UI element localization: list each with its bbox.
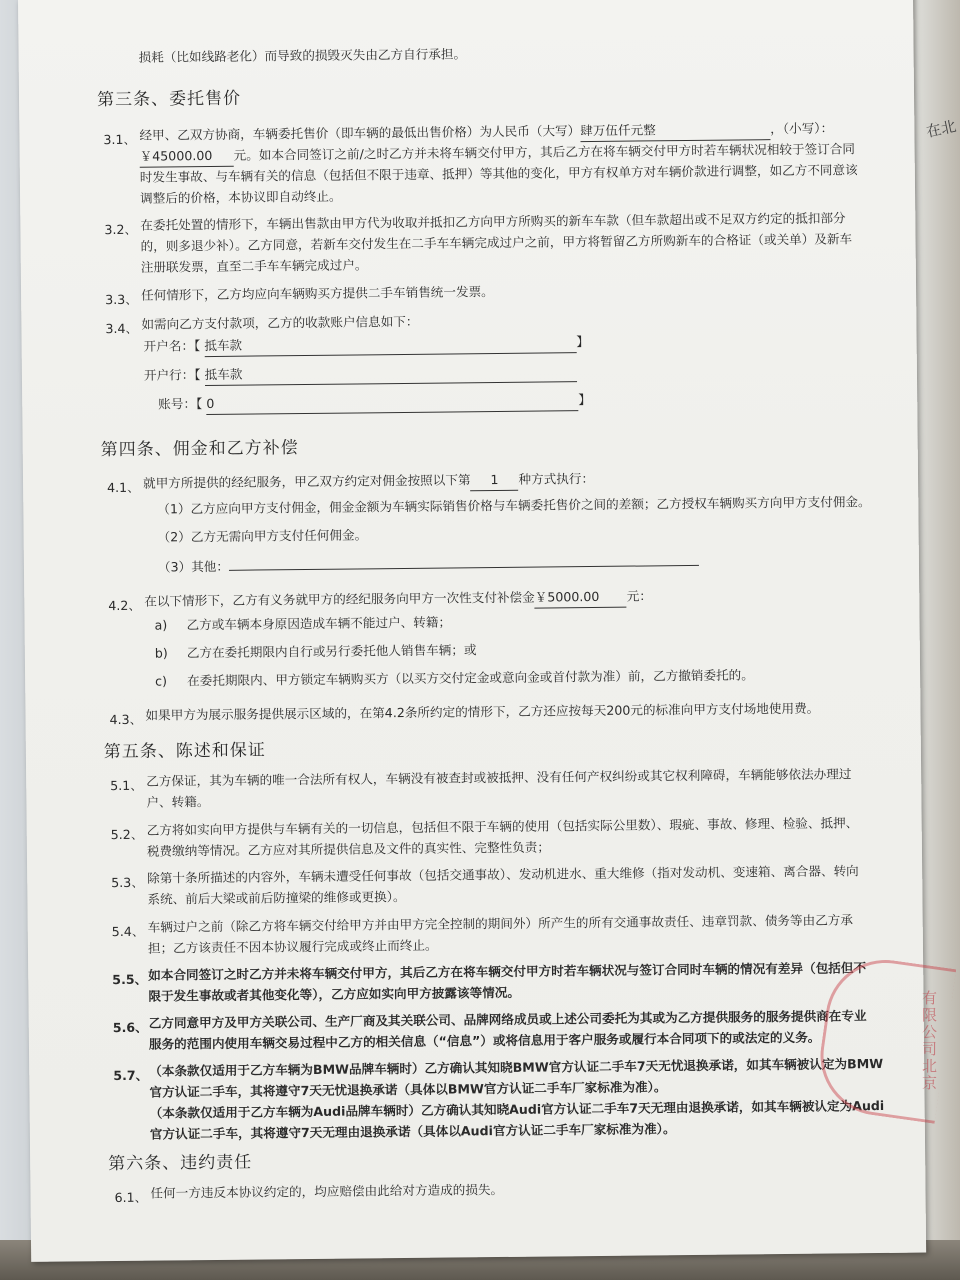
clause-3-1-line-3: 时发生事故、与车辆有关的信息（包括但不限于违章、抵押）等其他的变化，甲方有权单方对车辆价款进行调整，如乙方不同意该 (139, 162, 858, 185)
clause-5-2-line-1: 乙方将如实向甲方提供与车辆有关的一切信息，包括但不限于车辆的使用（包括实际公里数）、瑕疵、事故、修理、检验、抵押、 (146, 815, 859, 838)
clause-4-2-a-label: a) (154, 617, 168, 633)
clause-5-1-line-1: 乙方保证，其为车辆的唯一合法所有权人，车辆没有被查封或被抵押、没有任何产权纠纷或其它权利障碍，车辆能够依法办理过 (146, 766, 852, 789)
clause-3-2-line-3: 注册联发票，直至二手车车辆完成过户。 (140, 257, 368, 275)
clause-3-1-number: 3.1、 (103, 131, 137, 148)
clause-5-4-line-1: 车辆过户之前（除乙方将车辆交付给甲方并由甲方完全控制的期间外）所产生的所有交通事故责任、违章罚款、债务等由乙方承 (147, 912, 854, 935)
account-bank-value: 抵车款 (205, 360, 577, 386)
clause-5-7-number: 5.7、 (113, 1067, 149, 1084)
account-number-value: 0 (206, 389, 578, 415)
clause-5-7-line-3: （本条款仅适用于乙方车辆为Audi品牌车辆时）乙方确认其知晓Audi官方认证二手车7天无理由退换承诺，如其车辆被认定为Audi (149, 1097, 885, 1121)
clause-4-2-b-label: b) (154, 645, 168, 661)
clause-3-4-line-1: 如需向乙方支付款项，乙方的收款账户信息如下： (141, 313, 419, 332)
clause-5-2-number: 5.2、 (110, 826, 144, 843)
clause-5-3-line-1: 除第十条所描述的内容外，车辆未遭受任何事故（包括交通事故）、发动机进水、重大维修（指对发动机、变速箱、离合器、转向 (147, 863, 859, 886)
clause-3-1-line-4: 调整后的价格，本协议即自动终止。 (140, 188, 342, 206)
clause-5-5-line-2: 限于发生事故或者其他变化等），乙方应如实向甲方披露该等情况。 (148, 984, 521, 1004)
clause-5-2-line-2: 税费缴纳等情况。乙方应对其所提供信息及文件的真实性、完整性负责； (146, 839, 550, 859)
contract-page (18, 0, 926, 1262)
clause-5-3-number: 5.3、 (111, 874, 144, 891)
clause-5-6-number: 5.6、 (112, 1019, 148, 1036)
clause-4-2-c-label: c) (155, 673, 168, 689)
clause-5-7-line-2: 官方认证二手车，其将遵守7天无忧退换承诺（具体以BMW官方认证二手车厂家标准为准）。 (149, 1079, 667, 1100)
account-name-row: 开户名：【 抵车款 】 (144, 331, 589, 358)
contract-content (80, 35, 890, 1206)
compensation-amount: ￥5000.00 (535, 586, 627, 609)
clause-5-1-line-2: 户、转籍。 (146, 794, 210, 810)
clause-3-3-number: 3.3、 (105, 291, 138, 308)
clause-4-2-line-1: 在以下情形下，乙方有义务就甲方的经纪服务向甲方一次性支付补偿金￥5000.00 元： (144, 585, 652, 612)
commission-option-1: （1）乙方应向甲方支付佣金，佣金金额为车辆实际销售价格与车辆委托售价之间的差额；乙方授权车辆购买方向甲方支付佣金。 (157, 494, 871, 517)
commission-other-blank (229, 549, 699, 571)
clause-6-1-line-1: 任何一方违反本协议约定的，均应赔偿由此给对方造成的损失。 (150, 1181, 504, 1201)
clause-3-2-line-2: 的，则多退少补）。乙方同意，若新车交付发生在二手车车辆完成过户之前，甲方将暂留乙方所购新车的合格证（或关单）及新车 (140, 231, 853, 254)
clause-3-2-number: 3.2、 (104, 221, 138, 238)
clause-5-6-line-1: 乙方同意甲方及甲方关联公司、生产厂商及其关联公司、品牌网络成员或上述公司委托为其或为乙方提供服务的服务提供商在专业 (148, 1008, 867, 1031)
clause-4-3-number: 4.3、 (109, 711, 143, 728)
clause-5-4-line-2: 担；乙方该责任不因本协议履行完成或终止而终止。 (147, 937, 438, 956)
price-in-words: 肆万伍仟元整 (580, 118, 770, 142)
price-in-figures: ￥45000.00 (140, 145, 234, 168)
clause-3-1-line-2: ￥45000.00 元。如本合同签订之前/之时乙方并未将车辆交付甲方，其后乙方在将车辆交付甲方时若车辆状况相较于签订合同 (140, 138, 856, 167)
clause-5-7-line-1: （本条款仅适用于乙方车辆为BMW品牌车辆时）乙方确认其知晓BMW官方认证二手车7天无忧退换承诺，如其车辆被认定为BMW (149, 1055, 884, 1079)
account-number-row: 账号：【 0 】 (158, 389, 591, 416)
clause-4-1-number: 4.1、 (107, 479, 140, 496)
commission-option-choice: 1 (470, 469, 518, 492)
section-6-title: 第六条、违约责任 (108, 1152, 253, 1175)
section-3-title: 第三条、委托售价 (96, 88, 242, 111)
clause-5-1-number: 5.1、 (110, 777, 143, 794)
margin-note: 在北 (924, 117, 958, 141)
clause-5-5-line-1: 如本合同签订之时乙方并未将车辆交付甲方，其后乙方在将车辆交付甲方时若车辆状况与签订合同时车辆的情况有差异（包括但不 (148, 960, 867, 983)
commission-option-2: （2）乙方无需向甲方支付任何佣金。 (157, 527, 368, 545)
clause-4-1-line-1: 就甲方所提供的经纪服务，甲乙双方约定对佣金按照以下第 1 种方式执行： (143, 468, 594, 495)
clause-5-5-number: 5.5、 (112, 971, 148, 988)
clause-4-2-b-text: 乙方在委托期限内自行或另行委托他人销售车辆；或 (186, 642, 477, 661)
section-5-title: 第五条、陈述和保证 (103, 740, 266, 763)
clause-5-4-number: 5.4、 (111, 923, 145, 940)
clause-3-2-line-1: 在委托处置的情形下，车辆出售款由甲方代为收取并抵扣乙方向甲方所购买的新车车款（但车款超出或不足双方约定的抵扣部分 (140, 210, 846, 233)
clause-3-1-line-1: 经甲、乙双方协商，车辆委托售价（即车辆的最低出售价格）为人民币（大写）肆万伍仟元整 ，（小写）： (139, 117, 833, 146)
commission-option-3: （3）其他： (158, 549, 699, 578)
company-seal-text: 有限公司北京 (920, 990, 938, 1092)
clause-4-2-c-text: 在委托期限内、甲方锁定车辆购买方（以买方交付定金或意向金或首付款为准）前，乙方撤销委托的。 (187, 667, 754, 689)
account-bank-row: 开户行：【 抵车款 (144, 360, 577, 387)
section-4-title: 第四条、佣金和乙方补偿 (100, 438, 299, 461)
clause-5-7-line-4: 官方认证二手车，其将遵守7天无理由退换承诺（具体以Audi官方认证二手车厂家标准为准）。 (149, 1121, 676, 1142)
clause-4-3-line-1: 如果甲方为展示服务提供展示区域的，在第4.2条所约定的情形下，乙方还应按每天200元的标准向甲方支付场地使用费。 (145, 700, 820, 723)
intro-line: 损耗（比如线路老化）而导致的损毁灭失由乙方自行承担。 (138, 46, 467, 65)
clause-4-2-a-text: 乙方或车辆本身原因造成车辆不能过户、转籍； (186, 614, 452, 633)
clause-4-2-number: 4.2、 (108, 597, 142, 614)
clause-5-6-line-2: 服务的范围内使用车辆交易过程中乙方的相关信息（“信息”）或将信息用于客户服务或履行本合同项下的或法定的义务。 (148, 1029, 821, 1052)
clause-6-1-number: 6.1、 (114, 1189, 148, 1206)
clause-5-3-line-2: 系统、前后大梁或前后防撞梁的维修或更换）。 (147, 888, 406, 907)
account-name-value: 抵车款 (204, 331, 576, 357)
clause-3-3-line-1: 任何情形下，乙方均应向车辆购买方提供二手车销售统一发票。 (141, 284, 494, 303)
clause-3-4-number: 3.4、 (105, 320, 139, 337)
